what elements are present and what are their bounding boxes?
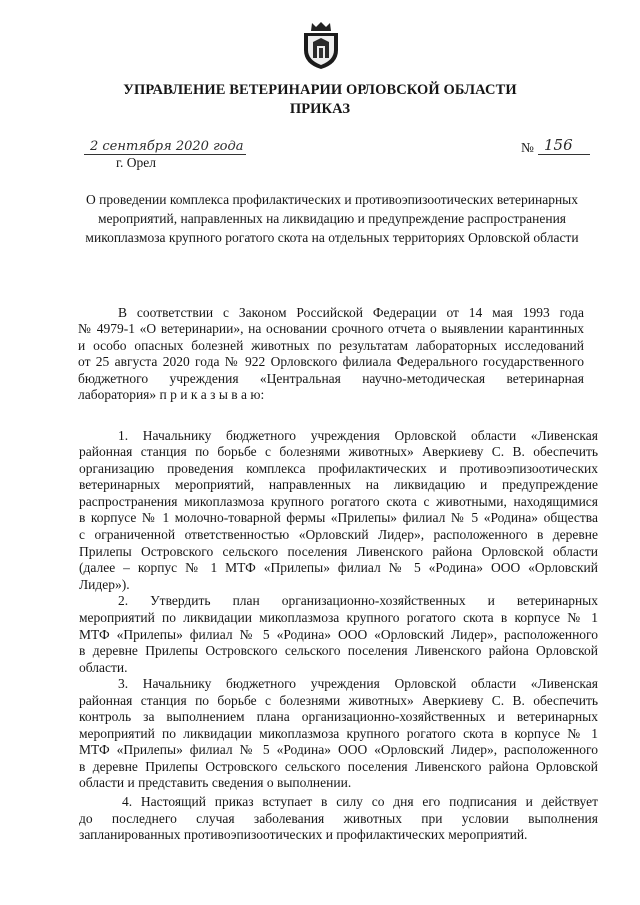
item-line: в корпусе № 1 молочно-товарной фермы «Прилепы» филиал № 5 «Родина» общества <box>79 510 598 525</box>
item-line: контроль за выполнением плана организационно-хозяйственных и ветеринарных <box>79 709 598 724</box>
item-line: МТФ «Прилепы» филиал № 5 «Родина» ООО «Орловский Лидер», расположенного <box>79 742 598 757</box>
item-line: в деревне Прилепы Островского сельского поселения Ливенского района Орловской <box>79 759 598 774</box>
organization-name: УПРАВЛЕНИЕ ВЕТЕРИНАРИИ ОРЛОВСКОЙ ОБЛАСТИ <box>123 82 517 98</box>
preamble-line: № 4979-1 «О ветеринарии», на основании срочного отчета о выявлении карантинных <box>78 321 584 336</box>
item-line: Лидер»). <box>79 577 130 592</box>
item-line: запланированных противоэпизоотических и профилактических мероприятий. <box>79 827 528 842</box>
item-line: области. <box>79 660 128 675</box>
item-line: мероприятий по ликвидации микоплазмоза крупного рогатого скота в корпусе № 1 <box>79 610 598 625</box>
item-line: с ограниченной ответственностью «Орловский Лидер», расположенного в деревне <box>79 527 598 542</box>
item-line: районная станция по борьбе с болезнями животных» Аверкиеву С. В. обеспечить <box>79 444 598 459</box>
item-line: распространения микоплазмоза крупного рогатого скота с животными, находящимися <box>79 494 598 509</box>
preamble-line: В соответствии с Законом Российской Федерации от 14 мая 1993 года <box>118 305 584 320</box>
preamble-line: и особо опасных болезней животных по результатам лабораторных исследований <box>78 338 584 353</box>
item-line: 4. Настоящий приказ вступает в силу со дня его подписания и действует <box>122 794 598 809</box>
item-line: районная станция по борьбе с болезнями животных» Аверкиеву С. В. обеспечить <box>79 693 598 708</box>
item-line: 1. Начальнику бюджетного учреждения Орловской области «Ливенская <box>118 428 598 443</box>
item-line: организацию проведения комплекса профилактических и противоэпизоотических <box>79 461 598 476</box>
item-line: МТФ «Прилепы» филиал № 5 «Родина» ООО «Орловский Лидер», расположенного <box>79 627 598 642</box>
city: г. Орел <box>116 155 156 170</box>
item-line: (далее – корпус № 1 МТФ «Прилепы» филиал № 5 «Родина» ООО «Орловский <box>79 560 598 575</box>
document-type: ПРИКАЗ <box>289 101 351 117</box>
date-underline <box>84 154 246 155</box>
number-underline <box>538 154 590 155</box>
item-line: области и представить сведения о выполнении. <box>79 775 352 790</box>
item-line: 3. Начальнику бюджетного учреждения Орловской области «Ливенская <box>118 676 598 691</box>
order-title: О проведении комплекса профилактических и противоэпизоотических ветеринарных мероприятий, направленных на ликвидацию и предупреждение распространения микоплазмоза крупного рогатого скота на отдельных территориях Орловской области <box>85 192 579 245</box>
preamble-line: от 25 августа 2020 года № 922 Орловского филиала Федерального государственного <box>78 354 584 369</box>
item-line: в деревне Прилепы Островского сельского поселения Ливенского района Орловской <box>79 643 598 658</box>
handwritten-date: 2 сентября 2020 года <box>90 139 244 154</box>
coat-of-arms-emblem <box>300 20 342 70</box>
item-line: ветеринарных мероприятий, направленных на ликвидацию и предупреждение <box>79 477 598 492</box>
item-line: мероприятий по ликвидации микоплазмоза крупного рогатого скота в корпусе № 1 <box>79 726 598 741</box>
number-label: № <box>521 140 534 155</box>
item-line: до последнего случая заболевания животных при условии выполнения <box>79 811 598 826</box>
handwritten-number: 156 <box>544 136 573 154</box>
preamble-line: бюджетного учреждения «Центральная научно-методическая ветеринарная <box>78 371 584 386</box>
item-line: Прилепы Островского сельского поселения Ливенского района Орловской области <box>79 544 598 559</box>
preamble-line: лаборатория» п р и к а з ы в а ю: <box>78 387 265 402</box>
item-line: 2. Утвердить план организационно-хозяйственных и ветеринарных <box>118 593 598 608</box>
